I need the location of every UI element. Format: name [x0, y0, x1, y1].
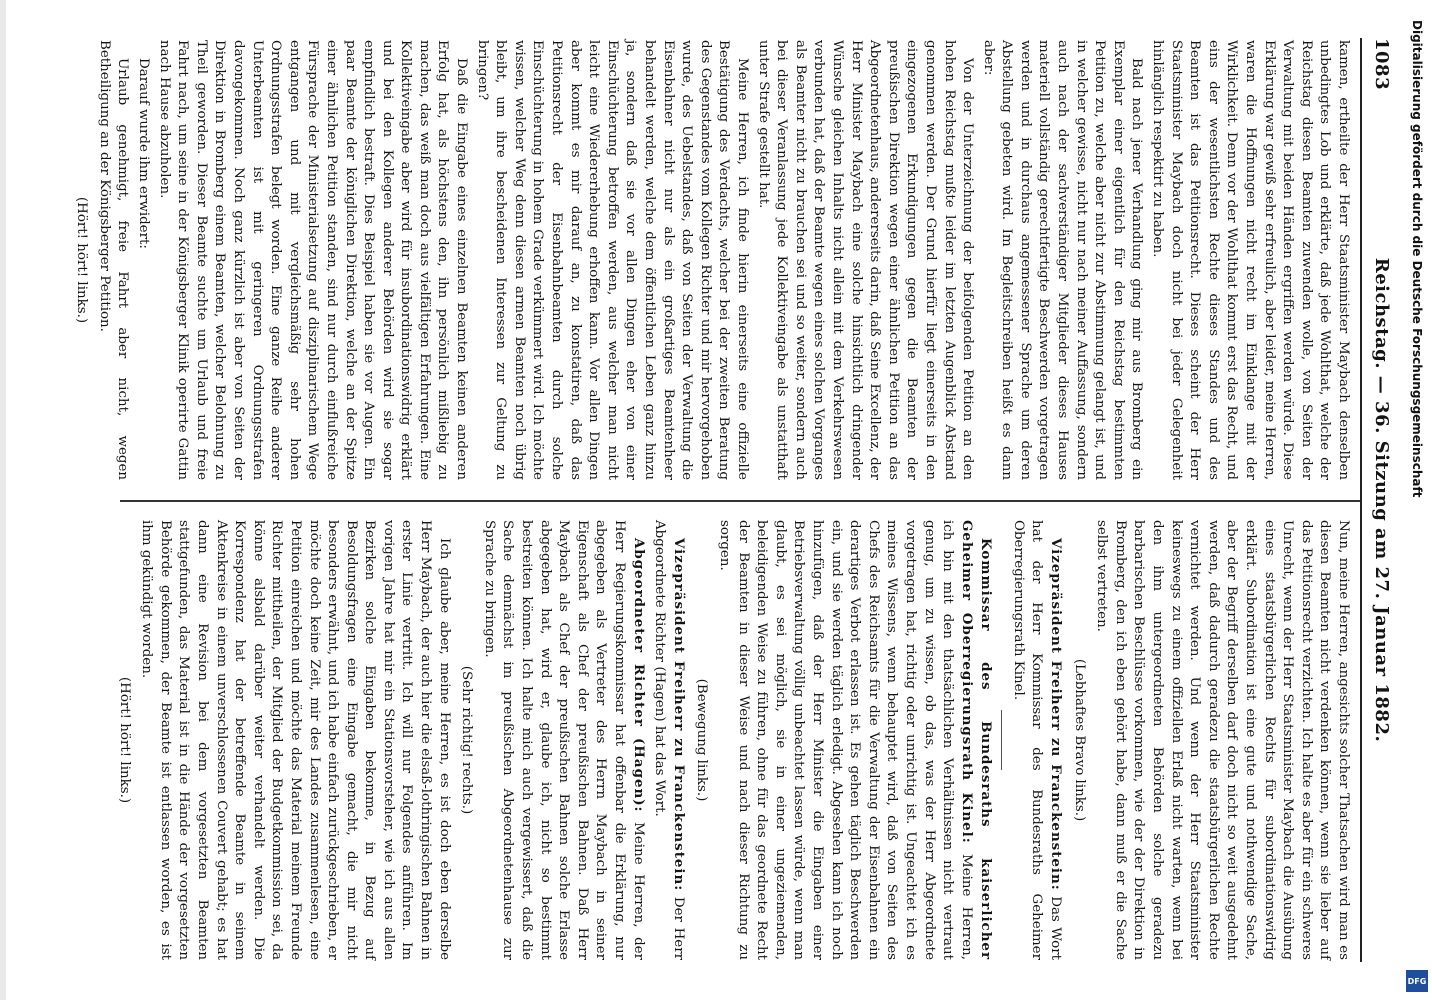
paragraph: Bald nach jener Verhandlung ging mir aus Bromberg ein Exemplar einer eigentlich für den Reichstag bestimmten Petition zu, welche aber nicht zur Abstimmung gelangt ist, und in welcher gewisse, nicht nur nach meiner Auffassung, sondern auch nach der sachverständiger Mitglieder dieses Hauses materiell vollständig gerechtfertigte Beschwerden vorgetragen werden und in durchaus angemessener Sprache um deren Abstellung gebeten wird. Im Begleitschreiben heißt es dann aber:: [980, 40, 1145, 480]
speaker-name: Vizepräsident Freiherr zu Franckenstein:: [1048, 538, 1065, 891]
page-header: [1366, 38, 1392, 962]
paragraph: kamen, ertheilte der Herr Staatsminister Maybach denselben unbedingtes Lob und erklärte, daß jede Wohlthat, welche der Reichstag diesen Beamten zuwenden wolle, von Seiten der Verwaltung mit beiden Händen ergriffen werden würde. Diese Erklärung war gewiß sehr erfreulich, aber leider, meine Herren, waren die Hoffnungen nicht recht im Einklange mit der Wirklichkeit. Denn vor der Wohlthat kommt erst das Recht, und eins der wesentlichsten Rechte dieses Standes und des Beamten ist das Petitionsrecht. Dieses scheint der Herr Staatsminister Maybach doch nicht bei jeder Gelegenheit hinlänglich respektirt zu haben.: [1150, 40, 1351, 480]
column-divider: [120, 500, 1360, 502]
header-rule: [1360, 38, 1362, 962]
paragraph: Ich glaube aber, meine Herren, es ist doch eben derselbe Herr Maybach, der auch hier die elsaß-lothringischen Bahnen in erster Linie vertritt. Ich will nur Folgendes anführen. Im vorigen Jahre hat mir ein Stationsvorsteher, wie ich aus allen Bezirken solche Eingaben bekomme, in Bezug auf Besoldungsfragen eine Eingabe gemacht, die mir nicht besonders erwähnt, und ich habe einfach zurückgeschrieben, er möchte doch keine Zeit, mir des Landes zusammenlesen, eine Petition einreichen und möchte das Material meinem Freunde Richter mittheilen, der Mitglied der Budgetkommission sei, da könne alsbald darüber weiter verhandelt werden. Die Korrespondenz hat der betreffende Beamte in seinem Aktenkreise in einem unverschlossenen Couvert gehabt; es hat dann eine Revision bei dem vorgesetzten Beamten stattgefunden, das Material ist in die Hände der vorgesetzten Behörde gekommen, der Beamte ist entlassen worden, es ist ihm gekündigt worden.: [139, 520, 452, 960]
speaker-paragraph: [650, 520, 688, 960]
paragraph: Urlaub genehmigt, freie Fahrt aber nicht, wegen Betheiligung an der Königsberger Petition.: [96, 40, 131, 480]
digitization-credit: [1406, 20, 1426, 980]
speaker-text: Der Herr Abgeordnete Richter (Hagen) hat das Wort.: [652, 520, 686, 960]
paragraph: Von der Unterzeichnung der beifolgenden Petition an den hohen Reichstag mußte leider im letzten Augenblick Abstand genommen werden. Der Grund hierfür liegt einerseits in den eingezogenen Erkundigungen gegen die Beamten der preußischen Direktion wegen einer ähnlichen Petition an das Abgeordnetenhaus, andererseits darin, daß Seine Excellenz, der Herr Minister Maybach eine solche hinsichtlich dringender Wünsche gleichen Inhalts nicht allein mit dem Verkehrswesen verbunden hat, daß der Beamte wegen eines solchen Vorganges als Beamter nicht zu brauchen sei und so weiter, sondern auch bei dieser Veranlassung jede Kollektiveingabe als unstatthaft unter Strafe gestellt hat.: [755, 40, 976, 480]
page-number: 1083: [1371, 38, 1392, 91]
speaker-paragraph: [714, 520, 995, 960]
speaker-paragraph: [479, 520, 647, 960]
remark: (Sehr richtig! rechts.): [459, 665, 475, 815]
credit-text: Digitalisierung gefördert durch die Deutsche Forschungsgemeinschaft: [1410, 20, 1424, 498]
speaker-name: Vizepräsident Freiherr zu Franckenstein:: [670, 538, 687, 892]
remark: (Hört! hört! links.): [116, 676, 132, 804]
remark: (Hört! hört! links.): [74, 196, 90, 324]
speaker-text: Meine Herren, ich bin mit den thatsächlichen Verhältnissen nicht vertraut genug, um zu wissen, ob das, was der Herr Abgeordnete vorgetragen hat, richtig oder unrichtig ist. Ungeachtet ich es meines Wissens, wenn behauptet wird, daß von Seiten des Chefs des Reichsamts für die Verwaltung der Eisenbahnen ein derartiges Verbot erlassen ist. Es gehen täglich Beschwerden ein, und sie werden täglich erledigt. Abgesehen kann ich noch hinzufügen, daß der Herr Minister die Eingaben einer Betriebsverwaltung völlig unbeachtet lassen würde, wenn man glaubt, es sei möglich, sie in einer ungeziemenden, beleidigenden Weise zu führen, ohne für das geordnete Recht der Beamten in dieser Weise und nach dieser Richtung zu sorgen.: [717, 520, 974, 960]
speaker-text: Das Wort hat der Herr Kommissar des Bundesraths Geheimer Oberregierungsrath Kinel.: [1010, 520, 1064, 960]
separator: [1001, 710, 1002, 770]
speaker-name: Kommissar des Bundesraths kaiserlicher Geheimer Oberregierungsrath Kinel:: [958, 520, 995, 960]
paragraph: Meine Herren, ich finde hierin einerseits eine offizielle Bestätigung des Verdachts, welcher bei der zweiten Beratung des Gegenstandes vom Kollegen Richter und mir hervorgehoben wurde, des Uebelstandes, daß von Seiten der Verwaltung die Eisenbahner nicht nur als ein großartiges Beamtenheer behandelt werden, welche dem öffentlichen Leben ganz hinzu ja, sondern daß sie vor allen Dingen eher von einer Einschüchterung betroffen werden, aus welcher man nicht leicht eine Wiedererhebung erhoffen kann. Vor allen Dingen aber kommt es mir darauf an, zu konstatiren, daß das Petitionsrecht der Eisenbahnbeamten durch solche Einschüchterung in hohem Grade verkümmert wird. Ich möchte wissen, welcher Weg denn diesen armen Beamten noch übrig bleibt, um ihre bescheidenen Interessen zur Geltung zu bringen?: [474, 40, 750, 480]
speaker-text: Meine Herren, der Herr Regierungskommissar hat offenbar die Erklärung, nur abgegeben als Vertreter des Herrn Maybach in seiner Eigenschaft als Chef der preußischen Bahnen. Daß Herr Maybach als Chef der preußischen Bahnen solche Erlasse abgegeben hat, wird er, glaube ich, nicht so bestimmt bestreiten können. Ich halte mich auch vergewissert, daß die Sache demnächst im preußischen Abgeordnetenhause zur Sprache zu bringen.: [481, 520, 646, 960]
page-title: Reichstag. — 36. Sitzung am 27. Januar 1882.: [1371, 257, 1392, 743]
speaker-paragraph: [1008, 520, 1065, 960]
speaker-name: Abgeordneter Richter (Hagen):: [630, 538, 647, 813]
left-column: [68, 40, 1352, 480]
dfg-logo-icon: DFG: [1406, 970, 1428, 992]
right-column: [110, 520, 1352, 960]
paragraph: Daß die Eingabe eines einzelnen Beamten keinen anderen Erfolg hat, als höchstens den, ihn persönlich mißliebig zu machen, das weiß man doch aus vielfältigen Erfahrungen. Eine Kollektiveingabe aber wird für insubordinationswidrig erklärt und bei den Kollegen anderer Behörden wird sie sogar empfindlich bestraft. Dies Beispiel haben sie vor Augen. Ein paar Beamte der königlichen Direktion, welche an der Spitze einer ähnlichen Petition standen, sind nur durch einflußreiche Fürsprache der Ministerialsetzung auf disziplinarischem Wege entgangen und mit vergleichsmäßig sehr hohen Ordnungsstrafen belegt worden. Eine ganze Reihe anderer Unterbeamten ist mit geringeren Ordnungsstrafen davongekommen. Noch ganz kürzlich ist aber von Seiten der Direktion in Bromberg einem Beamten, welcher Belohnung zu Theil geworden. Dieser Beamte suchte um Urlaub und freie Fahrt nach, um seine in der Königsberger Klinik operirte Gattin nach Hause abzuholen.: [156, 40, 470, 480]
remark: (Bewegung links.): [694, 678, 710, 802]
interjection: Darauf wurde ihm erwidert:: [136, 58, 151, 249]
paragraph: Nun, meine Herren, angesichts solcher Thatsachen wird man es diesen Beamten nicht verdenken können, wenn sie lieber auf das Petitionsrecht verzichten. Ich halte es aber für ein schweres Unrecht, wenn der Herr Staatsminister Maybach die Ausübung eines staatsbürgerlichen Rechts für subordinationswidrig erklärt. Subordination ist eine gute und nothwendige Sache, aber der Begriff derselben darf doch nicht so weit ausgedehnt werden, daß dadurch geradezu die staatsbürgerlichen Rechte vernichtet werden. Und wenn der Herr Staatsminister keineswegs zu einem offiziellen Erlaß nicht warten, wenn bei den ihm untergeordneten Behörden solche geradezu barbarischen Beschlüsse vorkommen, wie der der Direktion in Bromberg, den ich eben gehört habe, dann muß er die Sache selbst vertreten.: [1094, 520, 1351, 960]
remark: (Lebhaftes Bravo links.): [1071, 658, 1087, 822]
